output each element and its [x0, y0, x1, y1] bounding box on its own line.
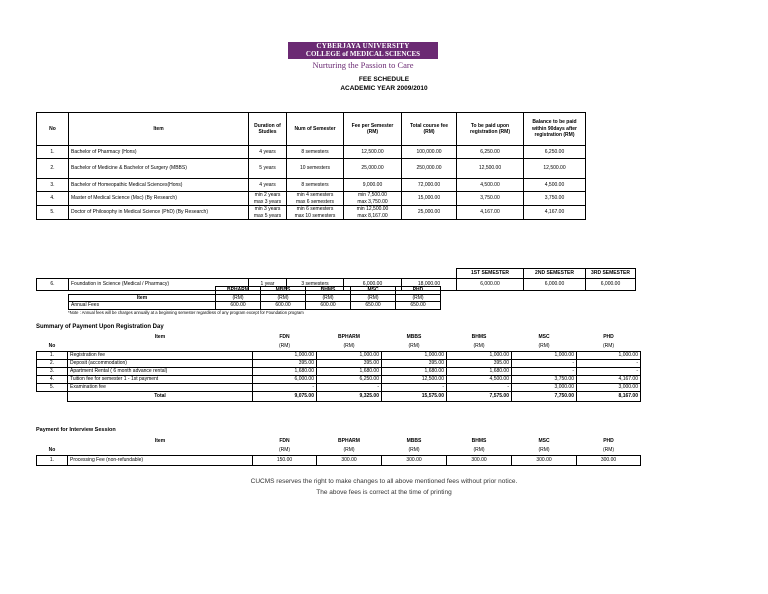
header-num-semester: Num of Semester — [287, 113, 344, 146]
summary-row-item: Tuition fee for semester 1 - 1st payment — [68, 375, 253, 383]
foundation-fee: 6,000.00 — [344, 279, 402, 291]
program-fee: min 12,500.00 max 8,167.00 — [344, 206, 402, 220]
summary-value: 3,000.00 — [577, 383, 641, 391]
summary-value: - — [577, 367, 641, 375]
annual-value: 650.00 — [351, 302, 396, 310]
summary-value: 6,250.00 — [317, 375, 382, 383]
interview-item-label: Item — [154, 438, 166, 445]
footer-print-note: The above fees is correct at the time of printing — [316, 489, 452, 496]
semester-2-label: 2ND SEMESTER — [524, 269, 586, 279]
summary-unit: (RM) — [473, 343, 485, 349]
program-reg: 4,167.00 — [457, 206, 524, 220]
program-total: 25,000.00 — [402, 206, 457, 220]
summary-row-no: 2. — [37, 359, 68, 367]
summary-program: BPHARM — [338, 334, 360, 341]
academic-year-title: ACADEMIC YEAR 2009/2010 — [340, 85, 428, 92]
header-balance: Balance to be paid within 90days after registration (RM) — [524, 113, 586, 146]
summary-row-item: Deposit (accommodation) — [68, 359, 253, 367]
foundation-no: 6. — [37, 279, 69, 291]
interview-value: 300.00 — [447, 455, 512, 465]
annual-program-phd: PHD — [396, 287, 441, 295]
summary-value: 1,000.00 — [577, 351, 641, 359]
annual-fees-label: Annual Fees — [69, 302, 216, 310]
header-total-fee: Total course fee (RM) — [402, 113, 457, 146]
annual-program-msc: MSC — [351, 287, 396, 295]
summary-value: - — [317, 383, 382, 391]
interview-value: 300.00 — [512, 455, 577, 465]
program-total: 15,000.00 — [402, 192, 457, 206]
program-bal: 4,500.00 — [524, 179, 586, 192]
main-fee-table — [36, 112, 586, 220]
interview-program: MBBS — [406, 438, 422, 445]
foundation-total: 18,000.00 — [402, 279, 457, 291]
summary-unit: (RM) — [538, 343, 550, 349]
summary-value: 395.00 — [382, 359, 447, 367]
summary-unit: (RM) — [408, 343, 420, 349]
interview-table — [36, 437, 641, 466]
summary-value: 1,000.00 — [382, 351, 447, 359]
program-reg: 3,750.00 — [457, 192, 524, 206]
program-reg: 4,500.00 — [457, 179, 524, 192]
program-no: 3. — [37, 179, 69, 192]
interview-unit: (RM) — [278, 447, 291, 453]
program-item: Doctor of Philosophy in Medical Science (PhD) (By Research) — [69, 206, 249, 220]
interview-program: MSC — [538, 438, 550, 445]
interview-value: 300.00 — [577, 455, 641, 465]
interview-program: BPHARM — [338, 438, 360, 445]
header-fee-per-semester: Fee per Semester (RM) — [344, 113, 402, 146]
summary-value: - — [447, 383, 512, 391]
summary-value: - — [512, 367, 577, 375]
header-paid-upon-registration: To be paid upon registration (RM) — [457, 113, 524, 146]
interview-no-label: No — [48, 447, 56, 453]
program-item: Bachelor of Homeopathic Medical Sciences(Hons) — [69, 179, 249, 192]
annual-value: 600.00 — [306, 302, 351, 310]
program-no: 2. — [37, 159, 69, 179]
summary-value: 4,500.00 — [447, 375, 512, 383]
program-row — [37, 192, 586, 206]
program-total: 100,000.00 — [402, 146, 457, 159]
program-reg: 6,250.00 — [457, 146, 524, 159]
annual-program-bhms: BHMS — [306, 287, 351, 295]
annual-fees-table — [68, 286, 441, 310]
tagline: Nurturing the Passion to Care — [312, 60, 414, 70]
summary-total-label: Total — [68, 391, 253, 401]
summary-total-value: 9,325.00 — [317, 391, 382, 401]
annual-unit: (RM) — [306, 294, 351, 302]
program-bal: 12,500.00 — [524, 159, 586, 179]
fee-schedule-title: FEE SCHEDULE — [358, 76, 410, 83]
interview-unit: (RM) — [473, 447, 485, 453]
annual-item-label: Item — [69, 294, 216, 302]
program-fee: 9,000.00 — [344, 179, 402, 192]
summary-value: - — [382, 383, 447, 391]
footer-disclaimer: CUCMS reserves the right to make changes to all above mentioned fees without prior notice. — [250, 478, 518, 485]
program-row — [37, 206, 586, 220]
program-bal: 4,167.00 — [524, 206, 586, 220]
annual-program-bpharm: BPHARM — [216, 287, 261, 295]
summary-value: 1,000.00 — [512, 351, 577, 359]
summary-row-no: 4. — [37, 375, 68, 383]
annual-unit: (RM) — [396, 294, 441, 302]
summary-row — [37, 383, 641, 391]
summary-total-row — [37, 391, 641, 401]
program-dur: min 3 years max 5 years — [249, 206, 287, 220]
header-duration: Duration of Studies — [249, 113, 287, 146]
program-row — [37, 146, 586, 159]
program-sem: 8 semesters — [287, 179, 344, 192]
summary-value: 1,000.00 — [317, 351, 382, 359]
summary-total-value: 15,575.00 — [382, 391, 447, 401]
logo-line-2: COLLEGE of MEDICAL SCIENCES — [305, 50, 421, 58]
interview-row — [37, 455, 641, 465]
summary-row-no: 5. — [37, 383, 68, 391]
foundation-semesters: 3 semesters — [287, 279, 344, 291]
summary-title: Summary of Payment Upon Registration Day — [36, 324, 164, 330]
program-reg: 12,500.00 — [457, 159, 524, 179]
program-total: 250,000.00 — [402, 159, 457, 179]
program-dur: 4 years — [249, 146, 287, 159]
foundation-sem-2: 6,000.00 — [524, 279, 586, 291]
semester-1-label: 1ST SEMESTER — [457, 269, 524, 279]
annual-unit: (RM) — [216, 294, 261, 302]
program-sem: min 6 semesters max 10 semesters — [287, 206, 344, 220]
summary-table — [36, 333, 641, 402]
header-item: Item — [69, 113, 249, 146]
interview-value: 300.00 — [382, 455, 447, 465]
summary-row — [37, 367, 641, 375]
program-no: 1. — [37, 146, 69, 159]
program-row — [37, 179, 586, 192]
summary-value: 395.00 — [317, 359, 382, 367]
interview-program: FDN — [279, 438, 290, 445]
interview-program: PHD — [603, 438, 614, 445]
summary-value: - — [512, 359, 577, 367]
interview-program: BHMS — [471, 438, 487, 445]
semester-label-row — [37, 269, 636, 279]
header-no: No — [37, 113, 69, 146]
foundation-item: Foundation in Science (Medical / Pharmacy) — [69, 279, 249, 291]
summary-unit: (RM) — [602, 343, 615, 349]
summary-program: BHMS — [471, 334, 487, 341]
summary-no-label: No — [48, 343, 56, 349]
summary-row-item: Apartment Rental ( 6 month advance rental) — [68, 367, 253, 375]
summary-value: 3,750.00 — [512, 375, 577, 383]
summary-program: MSC — [538, 334, 550, 341]
summary-row-item: Registration fee — [68, 351, 253, 359]
program-no: 5. — [37, 206, 69, 220]
summary-value: - — [577, 359, 641, 367]
summary-value: 6,000.00 — [253, 375, 317, 383]
annual-unit: (RM) — [261, 294, 306, 302]
summary-row — [37, 351, 641, 359]
summary-value: - — [253, 383, 317, 391]
summary-total-value: 7,750.00 — [512, 391, 577, 401]
interview-title: Payment for Interview Session — [36, 427, 116, 433]
summary-value: 4,167.00 — [577, 375, 641, 383]
summary-total-value: 9,075.00 — [253, 391, 317, 401]
summary-value: 1,000.00 — [447, 351, 512, 359]
program-total: 72,000.00 — [402, 179, 457, 192]
summary-value: 1,680.00 — [447, 367, 512, 375]
summary-unit: (RM) — [278, 343, 291, 349]
annual-unit: (RM) — [351, 294, 396, 302]
program-fee: min 7,500.00 max 3,750.00 — [344, 192, 402, 206]
annual-value: 600.00 — [216, 302, 261, 310]
annual-value: 600.00 — [261, 302, 306, 310]
summary-value: 1,680.00 — [382, 367, 447, 375]
foundation-sem-1: 6,000.00 — [457, 279, 524, 291]
program-no: 4. — [37, 192, 69, 206]
program-bal: 3,750.00 — [524, 192, 586, 206]
interview-unit: (RM) — [343, 447, 355, 453]
program-dur: 5 years — [249, 159, 287, 179]
program-row — [37, 159, 586, 179]
annual-fees-note: *Note : Annual fees will be charges annually at a beginning semester regardless of any program except for Foundation program — [68, 310, 304, 315]
program-item: Bachelor of Medicine & Bachelor of Surgery (MBBS) — [69, 159, 249, 179]
program-dur: min 2 years max 3 years — [249, 192, 287, 206]
summary-value: 395.00 — [447, 359, 512, 367]
main-header-row — [37, 113, 586, 146]
interview-value: 150.00 — [253, 455, 317, 465]
college-logo — [288, 42, 438, 59]
semester-3-label: 3RD SEMESTER — [586, 269, 636, 279]
program-sem: min 4 semesters max 6 semesters — [287, 192, 344, 206]
summary-program: FDN — [279, 334, 290, 341]
summary-value: 1,680.00 — [253, 367, 317, 375]
summary-item-label: Item — [154, 334, 166, 341]
summary-row-no: 1. — [37, 351, 68, 359]
annual-program-mbbs: MBBS — [261, 287, 306, 295]
summary-value: 12,500.00 — [382, 375, 447, 383]
interview-value: 300.00 — [317, 455, 382, 465]
interview-row-no: 1. — [37, 455, 68, 465]
program-bal: 6,250.00 — [524, 146, 586, 159]
summary-row-no: 3. — [37, 367, 68, 375]
interview-unit: (RM) — [602, 447, 615, 453]
foundation-sem-3: 6,000.00 — [586, 279, 636, 291]
summary-program: PHD — [603, 334, 614, 341]
program-item: Master of Medical Science (Msc) (By Research) — [69, 192, 249, 206]
interview-unit: (RM) — [538, 447, 550, 453]
summary-unit: (RM) — [343, 343, 355, 349]
summary-value: 3,000.00 — [512, 383, 577, 391]
summary-value: 1,000.00 — [253, 351, 317, 359]
logo-line-1: CYBERJAYA UNIVERSITY — [316, 42, 410, 50]
summary-total-value: 7,575.00 — [447, 391, 512, 401]
program-item: Bachelor of Pharmacy (Hons) — [69, 146, 249, 159]
program-sem: 8 semesters — [287, 146, 344, 159]
program-fee: 12,500.00 — [344, 146, 402, 159]
foundation-duration: 1 year — [249, 279, 287, 291]
program-fee: 25,000.00 — [344, 159, 402, 179]
summary-total-value: 8,167.00 — [577, 391, 641, 401]
summary-row-item: Examination fee — [68, 383, 253, 391]
interview-unit: (RM) — [408, 447, 420, 453]
summary-row — [37, 359, 641, 367]
summary-row — [37, 375, 641, 383]
summary-program: MBBS — [406, 334, 422, 341]
summary-value: 395.00 — [253, 359, 317, 367]
program-sem: 10 semesters — [287, 159, 344, 179]
interview-row-item: Processing Fee (non-refundable) — [68, 455, 253, 465]
summary-value: 1,680.00 — [317, 367, 382, 375]
annual-value: 650.00 — [396, 302, 441, 310]
program-dur: 4 years — [249, 179, 287, 192]
